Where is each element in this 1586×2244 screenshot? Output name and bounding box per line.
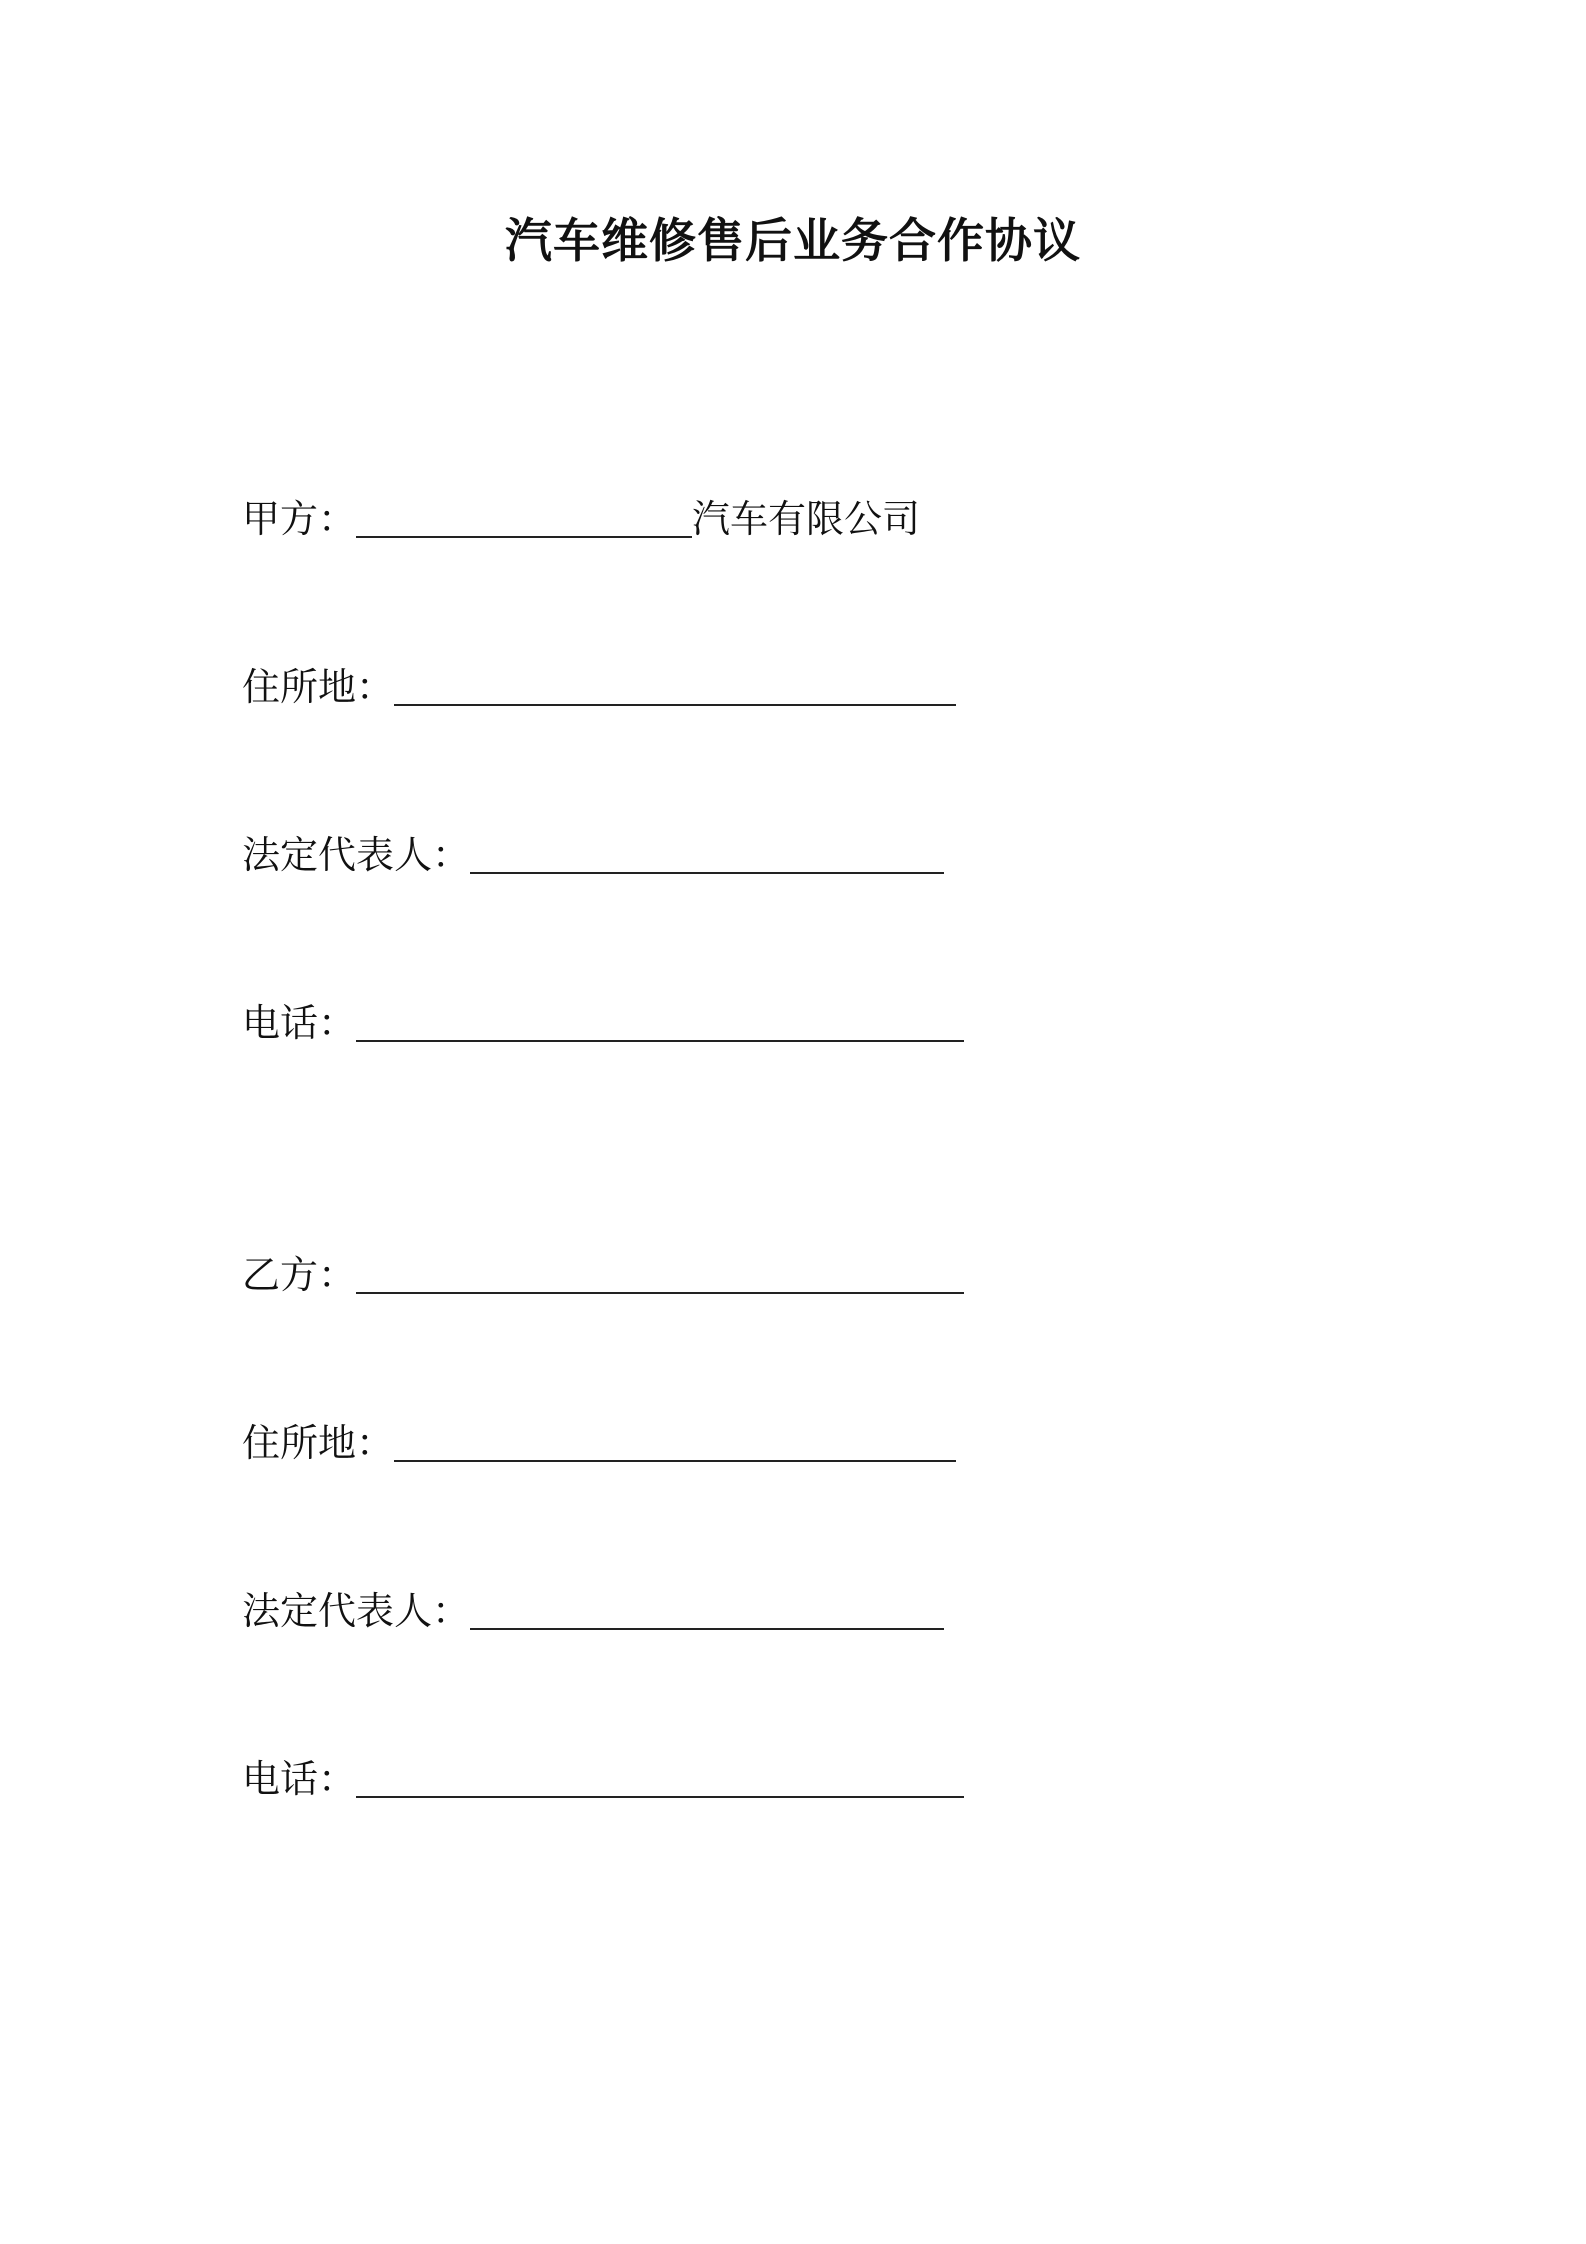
party-b-legal-rep-label: 法定代表人： [242, 1589, 471, 1633]
party-a-phone-field [242, 992, 964, 1048]
party-a-legal-rep-label: 法定代表人： [242, 833, 471, 877]
party-a-label: 甲方： [242, 497, 357, 541]
party-a-address-label: 住所地： [242, 665, 395, 709]
party-a-address-blank[interactable] [394, 664, 956, 706]
party-b-legal-rep-field [242, 1580, 944, 1636]
party-b-address-blank[interactable] [394, 1420, 956, 1462]
party-b-legal-rep-blank[interactable] [470, 1588, 944, 1630]
party-a-phone-label: 电话： [242, 1001, 357, 1045]
party-b-phone-field [242, 1748, 964, 1804]
party-b-name-blank[interactable] [356, 1252, 964, 1294]
party-b-name-field [242, 1244, 964, 1300]
party-b-phone-label: 电话： [242, 1757, 357, 1801]
party-a-name-suffix: 汽车有限公司 [692, 497, 921, 541]
party-a-legal-rep-field [242, 824, 944, 880]
party-b-address-field [242, 1412, 956, 1468]
party-b-label: 乙方： [242, 1253, 357, 1297]
party-b-address-label: 住所地： [242, 1421, 395, 1465]
document-title: 汽车维修售后业务合作协议 [505, 214, 1081, 269]
party-a-name-field [242, 488, 920, 544]
party-a-address-field [242, 656, 956, 712]
party-b-phone-blank[interactable] [356, 1756, 964, 1798]
party-a-legal-rep-blank[interactable] [470, 832, 944, 874]
party-a-phone-blank[interactable] [356, 1000, 964, 1042]
party-a-name-blank[interactable] [356, 496, 692, 538]
